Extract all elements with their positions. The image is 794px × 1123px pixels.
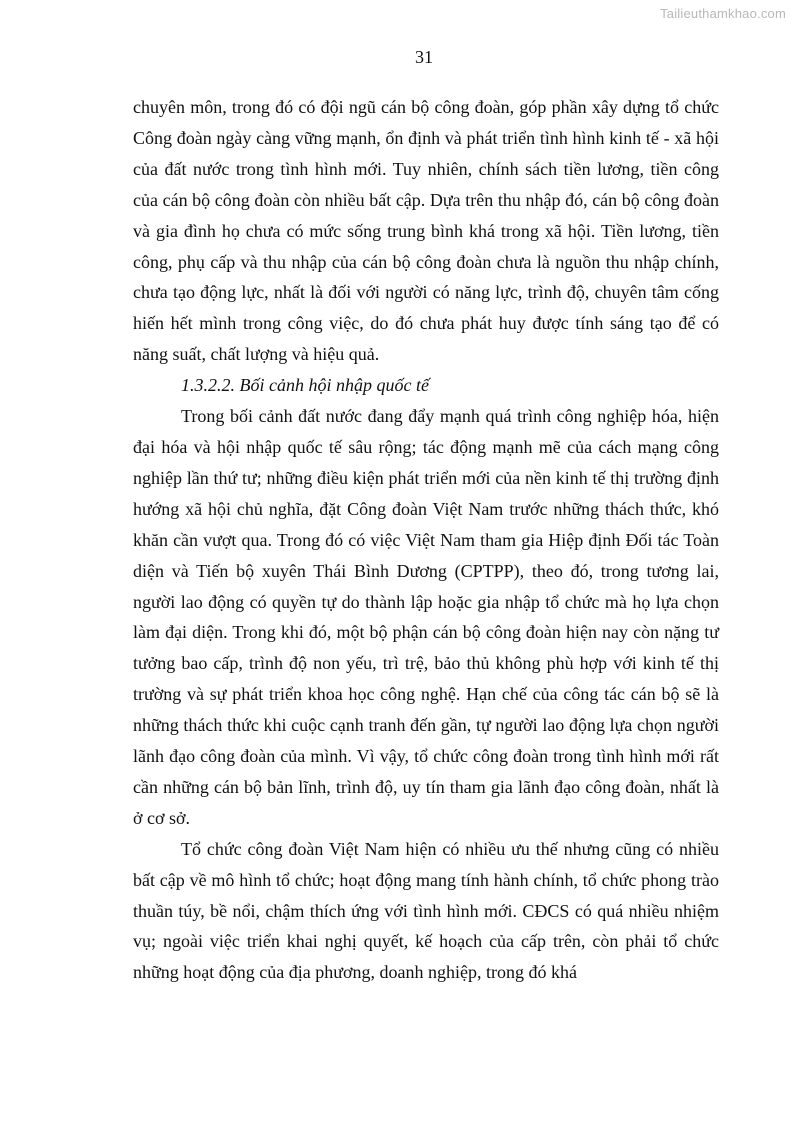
paragraph-context: Trong bối cảnh đất nước đang đẩy mạnh quá trình công nghiệp hóa, hiện đại hóa và hội nhập quốc tế sâu rộng; tác động mạnh mẽ của cách mạng công nghiệp lần thứ tư; những điều kiện phát triển mới của nền kinh tế thị trường định hướng xã hội chủ nghĩa, đặt Công đoàn Việt Nam trước những thách thức, khó khăn cần vượt qua. Trong đó có việc Việt Nam tham gia Hiệp định Đối tác Toàn diện và Tiến bộ xuyên Thái Bình Dương (CPTPP), theo đó, trong tương lai, người lao động có quyền tự do thành lập hoặc gia nhập tổ chức mà họ lựa chọn làm đại diện. Trong khi đó, một bộ phận cán bộ công đoàn hiện nay còn nặng tư tưởng bao cấp, trình độ non yếu, trì trệ, bảo thủ không phù hợp với kinh tế thị trường và sự phát triển khoa học công nghệ. Hạn chế của công tác cán bộ sẽ là những thách thức khi cuộc cạnh tranh đến gần, tự người lao động lựa chọn người lãnh đạo công đoàn của mình. Vì vậy, tổ chức công đoàn trong tình hình mới rất cần những cán bộ bản lĩnh, trình độ, uy tín tham gia lãnh đạo công đoàn, nhất là ở cơ sở. (133, 406, 719, 828)
watermark-text: Tailieuthamkhao.com (660, 6, 786, 21)
section-heading: 1.3.2.2. Bối cảnh hội nhập quốc tế (181, 375, 429, 396)
paragraph-organization: Tổ chức công đoàn Việt Nam hiện có nhiều ưu thế nhưng cũng có nhiều bất cập về mô hình tổ chức; hoạt động mang tính hành chính, tổ chức phong trào thuần túy, bề nổi, chậm thích ứng với tình hình mới. CĐCS có quá nhiều nhiệm vụ; ngoài việc triển khai nghị quyết, kế hoạch của cấp trên, còn phải tổ chức những hoạt động của địa phương, doanh nghiệp, trong đó khá (133, 838, 719, 983)
paragraph-continuation: chuyên môn, trong đó có đội ngũ cán bộ công đoàn, góp phần xây dựng tổ chức Công đoàn ngày càng vững mạnh, ổn định và phát triển tình hình kinh tế - xã hội của đất nước trong tình hình mới. Tuy nhiên, chính sách tiền lương, tiền công của cán bộ công đoàn còn nhiều bất cập. Dựa trên thu nhập đó, cán bộ công đoàn và gia đình họ chưa có mức sống trung bình khá trong xã hội. Tiền lương, tiền công, phụ cấp và thu nhập của cán bộ công đoàn chưa là nguồn thu nhập chính, chưa tạo động lực, nhất là đối với người có năng lực, trình độ, chuyên tâm cống hiến hết mình trong công việc, do đó chưa phát huy được tính sáng tạo để có năng suất, chất lượng và hiệu quả. (133, 97, 719, 365)
page-number: 31 (415, 47, 433, 67)
document-body (133, 92, 719, 988)
